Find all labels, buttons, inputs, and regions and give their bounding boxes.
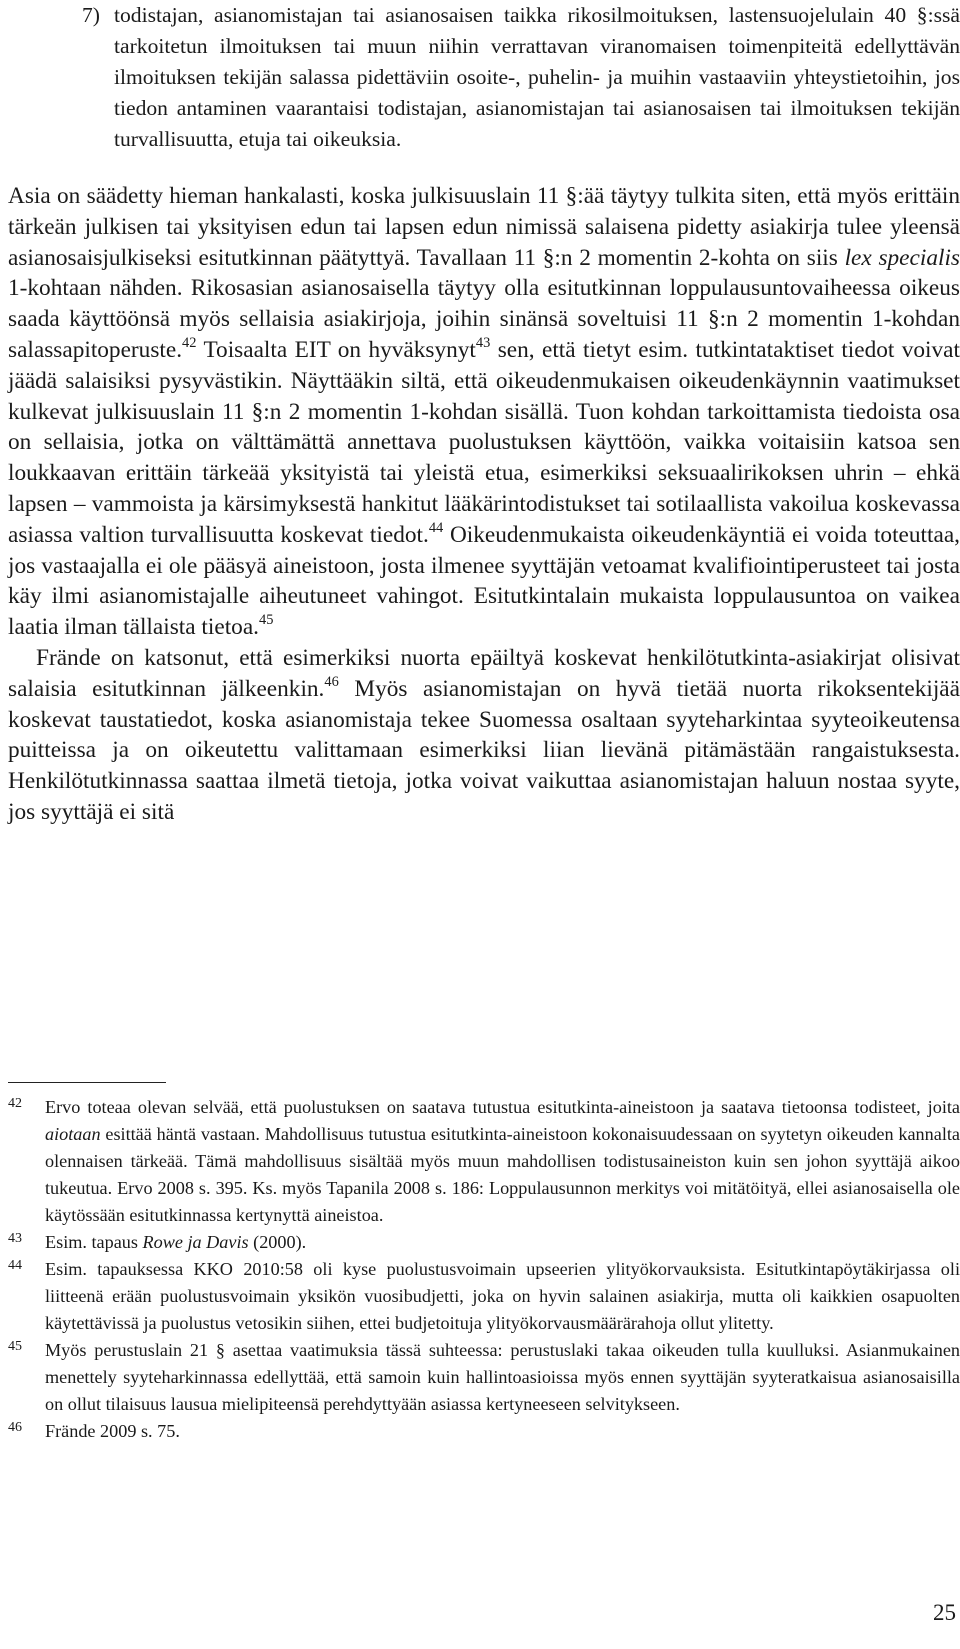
footnote-text: esittää häntä vastaan. Mahdollisuus tutustua esitutkinta-aineistoon kokonaisuudessaan on syytetyn oikeuden kannalta olennaisen tärkeää. Tämä mahdollisuus sisältää myös muun mahdollisen todistusaineiston kuin sen johon syyttäjä aikoo tukeutua. Ervo 2008 s. 395. Ks. myös Tapanila 2008 s. 186: Loppulausunnon merkitys voi mitätöityä, ellei asianosaisella ole käytössään esitutkinnassa kertynyttä aineistoa. <box>45 1124 960 1225</box>
p1-text-3: Toisaalta EIT on hyväksynyt <box>196 336 476 363</box>
paragraph-1 <box>8 181 960 643</box>
main-body <box>8 181 960 828</box>
p1-text-5: Oikeudenmukaista oikeudenkäyntiä ei voida toteuttaa, jos vastaajalla ei ole pääsyä aineistoon, josta ilmenee syyttäjän vetoamat kvalifiointiperusteet tai josta käy ilmi asianomistajalle aiheutuneet vahingot. Esitutkintalain mukaista loppulausuntoa on vaikea laatia ilman tällaista tietoa. <box>8 521 960 641</box>
footnote-ref-46[interactable]: 46 <box>324 673 339 690</box>
list-item-7 <box>82 0 960 155</box>
footnote-emphasis: aiotaan <box>45 1124 101 1144</box>
footnote-emphasis: Rowe ja Davis <box>142 1232 249 1252</box>
footnote-number: 45 <box>8 1339 22 1354</box>
footnote-43 <box>8 1229 960 1256</box>
footnote-text: Esim. tapauksessa KKO 2010:58 oli kyse puolustusvoimain upseerien ylityökorvauksista. Esitutkintapöytäkirjassa oli liitteenä erään puolustusvoimain yksikön vuosibudjetti, joka on hyvin salainen asiakirja, mutta oli kaikkien osapuolten käytettävissä ja puolustus vetosikin siihen, ettei budjetoituja ylityökorvausmäärärahoja ollut ylitetty. <box>45 1259 960 1333</box>
footnote-ref-43[interactable]: 43 <box>475 334 491 351</box>
footnote-text: (2000). <box>248 1232 307 1252</box>
p1-text-4: sen, että tietyt esim. tutkintataktiset tiedot voivat jäädä salaisiksi pysyvästikin. Näyttääkin siltä, että oikeudenmukaisen oikeudenkäynnin vaatimukset kulkevat julkisuuslain 11 §:n 2 momentin 1-kohdan sisällä. Tuon kohdan tarkoittamista tiedoista osa on sellaisia, jotka on välttämättä annettava puolustuksen käyttöön, vaikka voitaisiin katsoa sen loukkaavan erittäin tärkeää yksityistä tai yleistä etua, esimerkiksi seksuaalirikoksen uhrin – ehkä lapsen – vammoista ja kärsimyksestä hankitut lääkärintodistukset tai sotilaallista vakoilua koskevassa asiassa valtion turvallisuutta koskevat tiedot. <box>8 336 960 548</box>
footnote-46 <box>8 1418 960 1445</box>
footnotes <box>8 1094 960 1445</box>
page-number: 25 <box>933 1600 956 1625</box>
paragraph-2 <box>8 643 960 828</box>
p1-text-2: 1-kohtaan nähden. Rikosasian asianosaisella täytyy olla esitutkinnan loppulausuntovaiheessa oikeus saada käyttöönsä myös sellaisia asiakirjoja, joihin sinänsä soveltuisi 11 §:n 2 momentin 1-kohdan salassapitoperuste. <box>8 275 960 363</box>
footnote-ref-45[interactable]: 45 <box>259 611 274 628</box>
footnote-separator <box>8 1082 166 1083</box>
footnote-text: Ervo toteaa olevan selvää, että puolustuksen on saatava tutustua esitutkinta-aineistoon ja saatava tietoonsa todisteet, joita <box>45 1097 960 1117</box>
footnote-42 <box>8 1094 960 1229</box>
list-item-text: todistajan, asianomistajan tai asianosaisen taikka rikosilmoituksen, lastensuojelulain 40 §:ssä tarkoitetun ilmoituksen tai muun niihin verrattavan viranomaisen toimenpiteitä edellyttävän ilmoituksen tekijän salassa pidettäviin osoite-, puhelin- ja muihin vastaaviin yhteystietoihin, jos tiedon antaminen vaarantaisi todistajan, asianomistajan tai asianosaisen tai ilmoituksen tekijän turvallisuutta, etuja tai oikeuksia. <box>114 3 960 152</box>
footnote-number: 44 <box>8 1258 22 1273</box>
footnote-text: Frände 2009 s. 75. <box>45 1421 180 1441</box>
footnote-number: 46 <box>8 1420 22 1435</box>
footnote-text: Esim. tapaus <box>45 1232 143 1252</box>
p2-text-2: Myös asianomistajan on hyvä tietää nuorta rikoksentekijää koskevat taustatiedot, koska asianomistaja tekee Suomessa osaltaan syyteharkintaa syyteoikeutensa puitteissa ja on oikeutettu valittamaan esimerkiksi liian lievänä pitämästään rangaistuksesta. Henkilötutkinnassa saattaa ilmetä tietoja, jotka voivat vaikuttaa asianomistajan haluun nostaa syyte, jos syyttäjä ei sitä <box>8 675 960 825</box>
list-marker: 7) <box>82 3 100 27</box>
footnote-44 <box>8 1256 960 1337</box>
footnote-ref-42[interactable]: 42 <box>182 334 197 351</box>
footnote-text: Myös perustuslain 21 § asettaa vaatimuksia tässä suhteessa: perustuslaki takaa oikeuden tulla kuulluksi. Asianmukainen menettely syyteharkinnassa edellyttää, että samoin kuin hallintoasioissa myös ennen syyttäjän syyteratkaisua asianosaisilla on ollut tilaisuus lausua mielipiteensä perehdyttyään asiassa kertyneeseen selvitykseen. <box>45 1340 960 1414</box>
footnote-number: 42 <box>8 1096 22 1111</box>
footnote-ref-44[interactable]: 44 <box>428 519 444 536</box>
p2-text-1: Frände on katsonut, että esimerkiksi nuorta epäiltyä koskevat henkilötutkinta-asiakirjat olisivat salaisia esitutkinnan jälkeenkin. <box>8 644 960 702</box>
footnote-number: 43 <box>8 1231 22 1246</box>
p1-text-1: Asia on säädetty hieman hankalasti, koska julkisuuslain 11 §:ää täytyy tulkita siten, että myös erittäin tärkeän julkisen tai yksityisen edun tai lapsen edun nimissä salaisena pidetty asiakirja tulee yleensä asianosaisjulkiseksi esitutkinnan päätyttyä. Tavallaan 11 §:n 2 momentin 2-kohta on siis <box>8 183 960 271</box>
p1-emphasis-lex-specialis: lex specialis <box>844 244 960 271</box>
footnote-45 <box>8 1337 960 1418</box>
